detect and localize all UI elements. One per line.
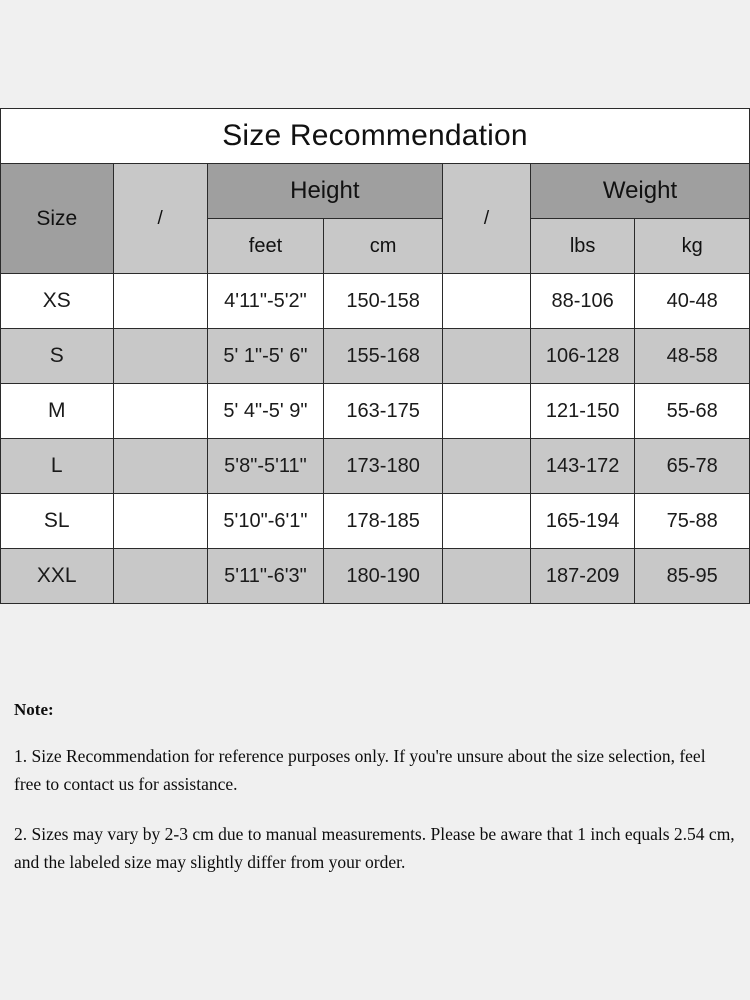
- cell-slash-2: [442, 274, 530, 329]
- cell-slash-1: [113, 329, 207, 384]
- cell-weight-kg: 65-78: [635, 439, 750, 494]
- header-weight-group: Weight: [530, 164, 749, 219]
- cell-height-feet: 5'11"-6'3": [207, 549, 324, 604]
- cell-height-feet: 5' 4"-5' 9": [207, 384, 324, 439]
- cell-weight-lbs: 143-172: [530, 439, 634, 494]
- cell-weight-lbs: 187-209: [530, 549, 634, 604]
- cell-size: S: [1, 329, 114, 384]
- cell-weight-lbs: 88-106: [530, 274, 634, 329]
- size-table-container: [0, 108, 750, 604]
- cell-slash-1: [113, 384, 207, 439]
- cell-size: XXL: [1, 549, 114, 604]
- cell-weight-lbs: 121-150: [530, 384, 634, 439]
- cell-height-cm: 180-190: [324, 549, 443, 604]
- cell-slash-1: [113, 274, 207, 329]
- table-row: [1, 549, 750, 604]
- table-title-row: [1, 109, 750, 164]
- table-row: [1, 274, 750, 329]
- cell-height-feet: 5'8"-5'11": [207, 439, 324, 494]
- cell-slash-1: [113, 494, 207, 549]
- cell-size: M: [1, 384, 114, 439]
- cell-size: SL: [1, 494, 114, 549]
- cell-slash-2: [442, 384, 530, 439]
- cell-height-cm: 163-175: [324, 384, 443, 439]
- cell-size: XS: [1, 274, 114, 329]
- cell-height-feet: 5' 1"-5' 6": [207, 329, 324, 384]
- cell-slash-2: [442, 549, 530, 604]
- cell-height-cm: 155-168: [324, 329, 443, 384]
- header-height-group: Height: [207, 164, 442, 219]
- cell-slash-2: [442, 439, 530, 494]
- note-item-1: 1. Size Recommendation for reference purposes only. If you're unsure about the size selection, feel free to contact us for assistance.: [14, 746, 706, 794]
- header-size: Size: [1, 164, 114, 274]
- cell-weight-lbs: 106-128: [530, 329, 634, 384]
- header-weight-kg: kg: [635, 219, 750, 274]
- header-slash-2: /: [442, 164, 530, 274]
- cell-slash-2: [442, 494, 530, 549]
- note-item-2: 2. Sizes may vary by 2-3 cm due to manual measurements. Please be aware that 1 inch equals 2.54 cm, and the labeled size may slightly differ from your order.: [14, 824, 735, 872]
- cell-height-feet: 4'11"-5'2": [207, 274, 324, 329]
- cell-slash-1: [113, 549, 207, 604]
- table-row: [1, 329, 750, 384]
- header-slash-1: /: [113, 164, 207, 274]
- notes-section: [14, 700, 736, 898]
- cell-weight-kg: 85-95: [635, 549, 750, 604]
- notes-title: Note:: [14, 700, 54, 719]
- cell-height-feet: 5'10"-6'1": [207, 494, 324, 549]
- table-header-row-1: [1, 164, 750, 219]
- cell-height-cm: 173-180: [324, 439, 443, 494]
- header-height-feet: feet: [207, 219, 324, 274]
- cell-weight-kg: 75-88: [635, 494, 750, 549]
- cell-weight-kg: 48-58: [635, 329, 750, 384]
- cell-weight-kg: 40-48: [635, 274, 750, 329]
- header-weight-lbs: lbs: [530, 219, 634, 274]
- size-recommendation-table: [0, 108, 750, 604]
- cell-weight-lbs: 165-194: [530, 494, 634, 549]
- cell-height-cm: 150-158: [324, 274, 443, 329]
- cell-height-cm: 178-185: [324, 494, 443, 549]
- table-row: [1, 494, 750, 549]
- cell-size: L: [1, 439, 114, 494]
- table-row: [1, 439, 750, 494]
- cell-slash-2: [442, 329, 530, 384]
- table-title: Size Recommendation: [1, 109, 750, 164]
- header-height-cm: cm: [324, 219, 443, 274]
- table-row: [1, 384, 750, 439]
- cell-weight-kg: 55-68: [635, 384, 750, 439]
- cell-slash-1: [113, 439, 207, 494]
